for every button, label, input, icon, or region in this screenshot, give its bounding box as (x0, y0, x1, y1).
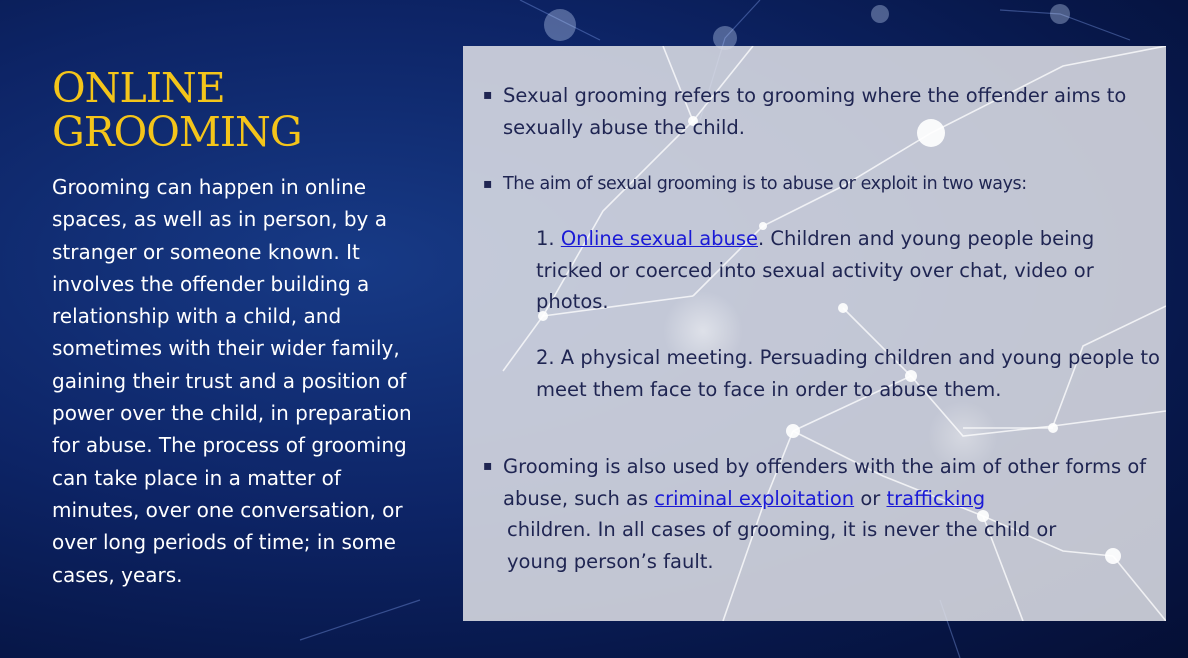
page-title: ONLINE GROOMING (52, 64, 302, 156)
online-sexual-abuse-link[interactable]: Online sexual abuse (560, 227, 759, 250)
bullet-sexual-grooming: Sexual grooming refers to grooming where the offender aims to sexually abuse the child. (503, 84, 1127, 139)
criminal-exploitation-link[interactable]: criminal exploitation (654, 486, 855, 510)
bullet-marker: ▪ (483, 458, 493, 474)
bullet-other-abuse (503, 451, 1153, 577)
list-item-online-abuse (536, 223, 1156, 318)
list-item-text: . Children and young people being tricked or coerced into sexual activity over chat, video or photos. (536, 227, 1095, 313)
trafficking-link[interactable]: trafficking (886, 486, 986, 510)
intro-paragraph: Grooming can happen in online spaces, as well as in person, by a stranger or someone known. It involves the offender building a relationship with a child, and sometimes with their wider family, gaining their trust and a position of power over the child, in preparation for abuse. The process of grooming can take place in a matter of minutes, over one conversation, or over long periods of time; in some cases, years. (52, 175, 412, 587)
list-item-number: 1. (536, 227, 561, 250)
bullet-text-line: young person’s fault. (507, 549, 714, 573)
bullet-marker: ▪ (483, 87, 493, 103)
bullet-text: Grooming is also used by offenders with the aim of other forms of abuse, such as (503, 455, 1147, 510)
bullet-marker: ▪ (483, 176, 493, 192)
list-item-physical-meeting: 2. A physical meeting. Persuading children and young people to meet them face to face in order to abuse them. (536, 346, 1160, 401)
bullet-text-conjunction: or (854, 486, 887, 510)
bullet-text-line: children. In all cases of grooming, it is never the child or (507, 518, 1057, 541)
content-panel (463, 46, 1166, 621)
bullet-aim-of-grooming: The aim of sexual grooming is to abuse or exploit in two ways: (503, 174, 1027, 194)
